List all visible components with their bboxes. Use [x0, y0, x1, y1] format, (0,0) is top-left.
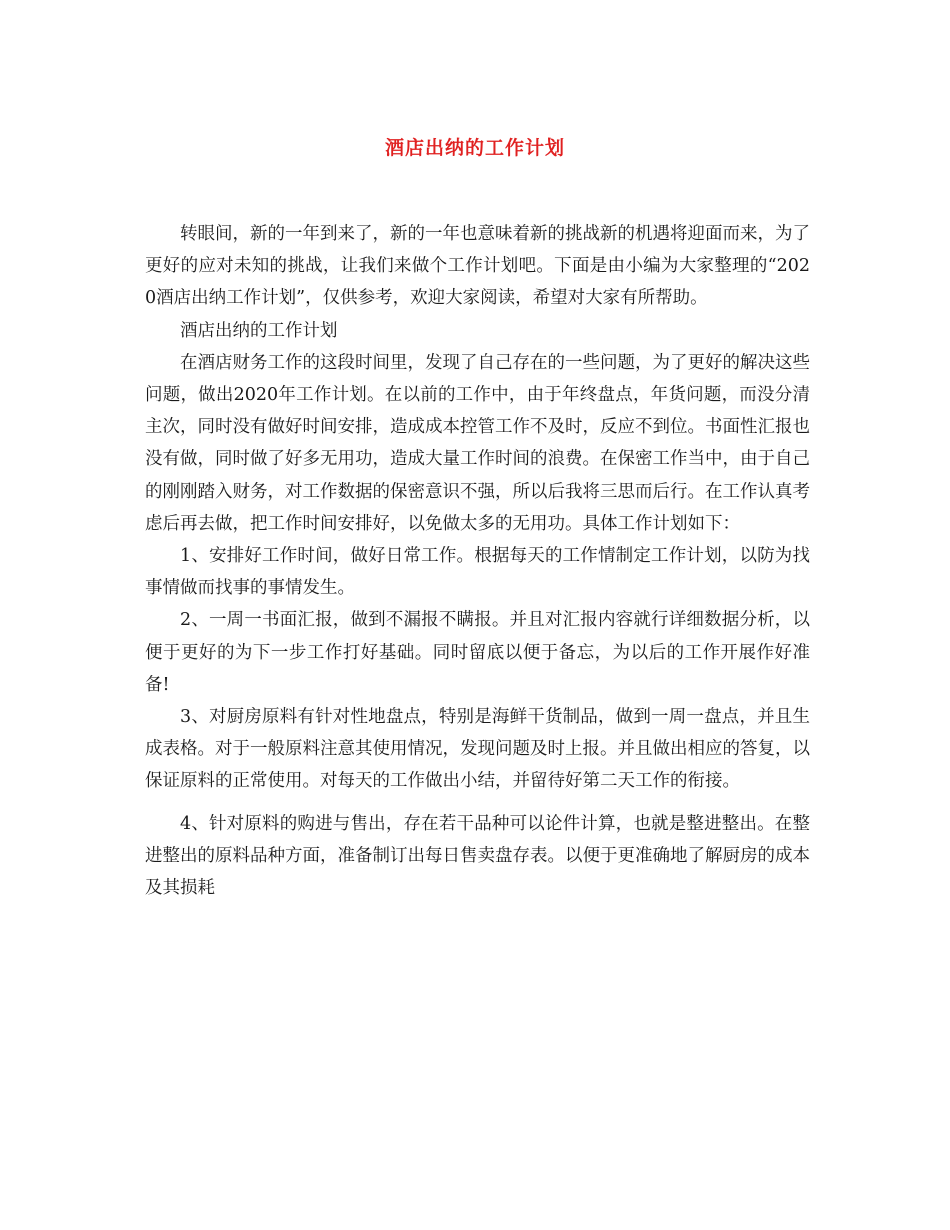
- section-heading: 酒店出纳的工作计划: [180, 320, 338, 341]
- body-paragraph: 在酒店财务工作的这段时间里，发现了自己存在的一些问题，为了更好的解决这些问题，做出2020年工作计划。在以前的工作中，由于年终盘点，年货问题，而没分清主次，同时没有做好时间安排，造成成本控管工作不及时，反应不到位。书面性汇报也没有做，同时做了好多无用功，造成大量工作时间的浪费。在保密工作当中，由于自己的刚刚踏入财务，对工作数据的保密意识不强，所以后我将三思而后行。在工作认真考虑后再去做，把工作时间安排好，以免做太多的无用功。具体工作计划如下：: [145, 352, 810, 534]
- plan-item-1: 1、安排好工作时间，做好日常工作。根据每天的工作情制定工作计划，以防为找事情做而找事的事情发生。: [145, 546, 810, 599]
- plan-item-2: 2、一周一书面汇报，做到不漏报不瞒报。并且对汇报内容就行详细数据分析，以便于更好的为下一步工作打好基础。同时留底以便于备忘，为以后的工作开展作好准备!: [145, 610, 810, 695]
- document-body: [145, 218, 810, 904]
- intro-paragraph: 转眼间，新的一年到来了，新的一年也意味着新的挑战新的机遇将迎面而来，为了更好的应对未知的挑战，让我们来做个工作计划吧。下面是由小编为大家整理的“2020酒店出纳工作计划”，仅供参考，欢迎大家阅读，希望对大家有所帮助。: [145, 224, 810, 309]
- plan-item-3: 3、对厨房原料有针对性地盘点，特别是海鲜干货制品，做到一周一盘点，并且生成表格。对于一般原料注意其使用情况，发现问题及时上报。并且做出相应的答复，以保证原料的正常使用。对每天的工作做出小结，并留待好第二天工作的衔接。: [145, 707, 810, 792]
- document-title: 酒店出纳的工作计划: [384, 137, 565, 159]
- plan-item-4: 4、针对原料的购进与售出，存在若干品种可以论件计算，也就是整进整出。在整进整出的原料品种方面，准备制订出每日售卖盘存表。以便于更准确地了解厨房的成本及其损耗: [145, 813, 810, 899]
